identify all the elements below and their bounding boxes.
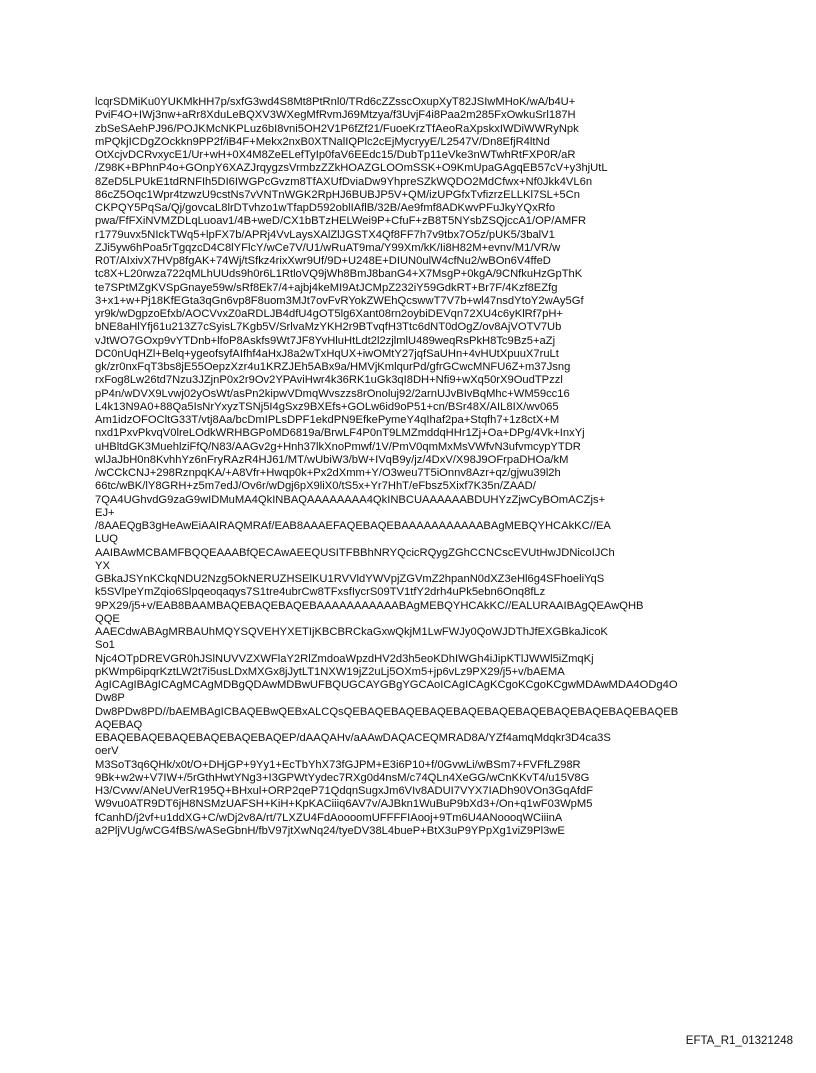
text-line: 3+x1+w+Pj18KfEGta3qGn6vp8F8uom3MJt7ovFvRYokZWEhQcswwT7V7b+wl47nsdYtoY2wAy5Gf [95,294,584,307]
text-line: pP4n/wDVX9Lvwj02yOsWt/asPn2kipwVDmqWvszzs8rOnoluj92/2arnUJvBIvBqMhc+WM59cc16 [95,387,570,400]
text-line: AgICAgIBAgICAgMCAgMDBgQDAwMDBwUFBQUGCAYGBgYGCAoICAgICAgKCgoKCgoKCgwMDAwMDA4ODg4O [95,679,678,691]
text-line: 7QA4UGhvdG9zaG9wIDMuMA4QkINBAQAAAAAAAA4QkINBCUAAAAAABDUHYzZjwCyBOmACZjs+ [95,493,606,506]
encoded-text-block [95,96,735,838]
text-line: tc8X+L20rwza722qMLhUUds9h0r6L1RtloVQ9jWh8BmJ8banG4+X7MsgP+0kgA/9CNfkuHzGpThK [95,268,583,281]
text-line: CKPQY5PqSa/Qj/govcaL8lrDTvhzo1wTfapD592oblIAflB/32B/Ae9fmf8ADKwvPFuJkyYQxRfo [95,202,556,214]
text-line: /8AAEQgB3gHeAwEiAAIRAQMRAf/EAB8AAAEFAQEBAQEBAAAAAAAAAAABAgMEBQYHCAkKC//EA [95,520,611,532]
text-line: /wCCkCNJ+298RznpqKA/+A8Vfr+Hwqp0k+Px2dXmm+Y/O3weu7T5iOnnv8Azr+qz/gjwu39l2h [95,467,561,479]
text-line: M3SoT3q6QHk/x0t/O+DHjGP+9Yy1+EcTbYhX73fGJPM+E3i6P10+f/0GvwLi/wBSm7+FVFfLZ98R [95,758,581,771]
text-line: L4k13N9A0+88Qa5IsNrYxyzTSNj5I4gSxz9BXEfs+GOLw6id9oP51+cn/BSr48X/AIL8IX/wv065 [95,400,559,413]
text-line: lcqrSDMiKu0YUKMkHH7p/sxfG3wd4S8Mt8PtRnl0/TRd6cZZsscOxupXyT82JSIwMHoK/wA/b4U+ [95,96,576,108]
text-line: QQE [95,612,120,625]
text-line: 9PX29/j5+v/EAB8BAAMBAQEBAQEBAQEBAAAAAAAAAAABAgMEBQYHCAkKC//EALURAAIBAgQEAwQHB [95,599,644,612]
text-line: Am1idzOFOCltG33T/vtj8Aa/bcDmIPLsDPF1ekdPN9EfkePymeY4qIhaf2pa+Stqfh7+1z8ctX+M [95,414,560,426]
text-line: AAECdwABAgMRBAUhMQYSQVEHYXETIjKBCBRCkaGxwQkjM1LwFWJy0QoWJDThJfEXGBkaJicoK [95,626,608,638]
text-line: nxd1PxvPkvqV0lreLOdkWRHBGPoMD6819a/BrwLF4P0nT9LMZmddqHHr1Zj+Oa+DPg/4Vk+InxYj [95,427,585,440]
text-line: W9vu0ATR9DT6jH8NSMzUAFSH+KiH+KpKACiiiq6AV7v/AJBkn1WuBuP9bXd3+/On+q1wF03WpM5 [95,798,593,811]
text-line: Dw8PDw8PD//bAEMBAgICBAQEBwQEBxALCQsQEBAQEBAQEBAQEBAQEBAQEBAQEBAQEBAQEBAQEBAQEB [95,705,679,718]
text-line: OtXcjvDCRvxycE1/Ur+wH+0X4M8ZeELefTyIp0faV6EEdc15/DubTp11eVke3nWTwhRtFXP0R/aR [95,149,576,161]
text-line: EJ+ [95,506,115,519]
text-line: gk/zr0nxFqT3bs8jE55OepzXzr4u1KRZJEh5ABx9a/HMVjKmlqurPd/gfrGCwcMNFU6Z+m37Jsng [95,361,571,373]
text-line: rxFog8Lw26td7Nzu3JZjnP0x2r9Ov2YPAviHwr4k36RK1uGk3qI8DH+Nfi9+wXq50rX9OudTPzzl [95,374,563,387]
text-line: AAIBAwMCBAMFBQQEAAABfQECAwAEEQUSITFBBhNRYQcicRQygZGhCCNCscEVUtHwJDNicoIJCh [95,546,615,559]
text-line: DC0nUqHZl+Belq+ygeofsyfAIfhf4aHxJ8a2wTxHqUX+iwOMtY27jqfSaUHn+4vHUtXpuuX7ruLt [95,347,559,360]
text-line: LUQ [95,533,119,546]
text-line: PviF4O+IWj3nw+aRr8XduLeBQXV3WXegMfRvmJ69Mtzya/f3UvjF4i8Paa2m285FxOwkuSrl187H [95,109,576,122]
text-line: 66tc/wBK/lY8GRH+z5m7edJ/Ov6r/wDgj6pX9liX0/tS5x+Yr7HhT/eFbsz5Xixf7K35n/ZAAD/ [95,480,536,493]
text-line: zbSeSAehPJ96/POJKMcNKPLuz6bI8vni5OH2V1P6fZf21/FuoeKrzTfAeoRaXpskxIWDiWWRyNpk [95,122,579,135]
text-line: yr9k/wDgpzoEfxb/AOCVvxZ0aRDLJB4dfU4gOT5lg6Xant08rn2oybiDEVqn72XU4c6yKlRf7pH+ [95,308,563,320]
text-line: Njc4OTpDREVGR0hJSlNUVVZXWFlaY2RlZmdoaWpzdHV2d3h5eoKDhIWGh4iJipKTlJWWl5iZmqKj [95,652,594,665]
text-line: oerV [95,745,119,758]
text-line: 86cZ5Oqc1Wpr4tzwzU9cstNs7vVNTnWGK2RpHJ6BUBJP5V+QM/izUPGfxTvfizrzELLKl7SL+5Cn [95,188,580,201]
text-line: YX [95,559,110,572]
text-line: ZJi5yw6hPoa5rTgqzcD4C8lYFlcY/wCe7V/U1/wRuAT9ma/Y99Xm/kK/Ii8H82M+evnv/M1/VR/w [95,241,561,254]
text-line: AQEBAQ [95,718,143,731]
text-line: k5SVlpeYmZqio6Slpqeoqaqys7S1tre4ubrCw8TFxsfIycrS09TV1tfY2drh4uPk5ebn6Onq8fLz [95,586,546,599]
text-line: uHBltdGK3MuehlziFfQ/N83/AAGv2g+Hnh37lkXnoPmwf/1V/PmV0qmMxMsVWfvN3ufvmcypYTDR [95,440,581,453]
text-line: a2PljVUg/wCG4fBS/wASeGbnH/fbV97jtXwNq24/tyeDV38L4bueP+BtX3uP9YPpXg1viZ9Pl3wE [95,824,565,837]
bates-number: EFTA_R1_01321248 [685,1035,793,1047]
text-line: wlJaJbH0n8KvhhYz6nFryRAzR4HJ61/MT/wUbiW3/bW+IVqB9y/jz/4DxV/X98J9OFrpaDHOa/kM [95,453,569,466]
text-line: H3/Cvwv/ANeUVerR195Q+BHxul+ORP2qeP71QdqnSugxJm6VIv8ADUI7VYX7IADh90VOn3GqAfdF [95,785,594,797]
text-line: vJtWO7GOxp9vYTDnb+lfoP8Askfs9Wt7JF8YvHluHtLdt2l2zjlmlU489weqRsPkH8Tc9Bz5+aZj [95,334,556,347]
text-line: r1779uvx5NIckTWq5+lpFX7b/APRj4VvLaysXAlZlJGSTX4Qf8FF7h7v9tbx7O5z/pUK5/3balV1 [95,228,555,241]
text-line: So1 [95,639,115,652]
text-line: 9Bk+w2w+V7IW+/5rGthHwtYNg3+I3GPWtYydec7RXg0d4nsM/c74QLn4XeGG/wCnKKvT4/u15V8G [95,771,590,784]
text-line: bNE8aHlYfj61u213Z7cSyisL7Kgb5V/SrlvaMzYKH2r9BTvqfH3Ttc6dNT0dOgZ/ov8AjVOTV7Ub [95,321,562,334]
text-line: fCanhD/j2vf+u1ddXG+C/wDj2v8A/rt/7LXZU4FdAoooomUFFFFIAooj+9Tm6U4ANoooqWCiiinA [95,811,563,824]
text-line: pwa/FfFXiNVMZDLqLuoav1/4B+weD/CX1bBTzHELWei9P+CfuF+zB8T5NYsbZSQjccA1/OP/AMFR [95,215,587,228]
text-line: Dw8P [95,692,125,705]
text-line: te7SPtMZgKVSpGnaye59w/sRf8Ek7/4+ajbj4keMI9AtJCMpZ232iY59GdkRT+Br7F/4Kzf8EZfg [95,281,558,294]
text-line: /Z98K+BPhnP4o+GOnpY6XAZJrqygzsVrmbzZZkHOAZGLOOmSSK+O9KmUpaGAgqEB57cV+y3hjUtL [95,162,608,175]
text-line: 8ZeD5LPUkE1tdRNFIh5DI6IWGPcGvzm8TfAXUfDviaDw9YhpreSZkWQDO2MdCfwx+Nf0Jkk4VL6n [95,175,593,188]
text-line: pKWmp6ipqrKztLW2t7i5usLDxMXGx8jJytLT1NXW19jZ2uLj5OXm5+jp6vLz9PX29/j5+v/bAEMA [95,665,565,678]
text-line: R0T/AIxivX7HVp8fgAK+74Wj/tSfkz4rixXwr9Uf/9D+U248E+DIUN0ulW4cfNu2/wBOn6V4ffeD [95,255,551,267]
text-line: EBAQEBAQEBAQEBAQEBAQEBAQEP/dAAQAHv/aAAwDAQACEQMRAD8A/YZf4amqMdqkr3D4ca3S [95,732,611,744]
text-line: mPQkjICDgZOckkn9PP2f/iB4F+Mekx2nxB0XTNalIQPlc2cEjMycryyE/L2547V/Dn8EfjR4ltNd [95,135,550,148]
text-line: GBkaJSYnKCkqNDU2Nzg5OkNERUZHSElKU1RVVldYWVpjZGVmZ2hpanN0dXZ3eHl6g4SFhoeliYqS [95,573,605,585]
